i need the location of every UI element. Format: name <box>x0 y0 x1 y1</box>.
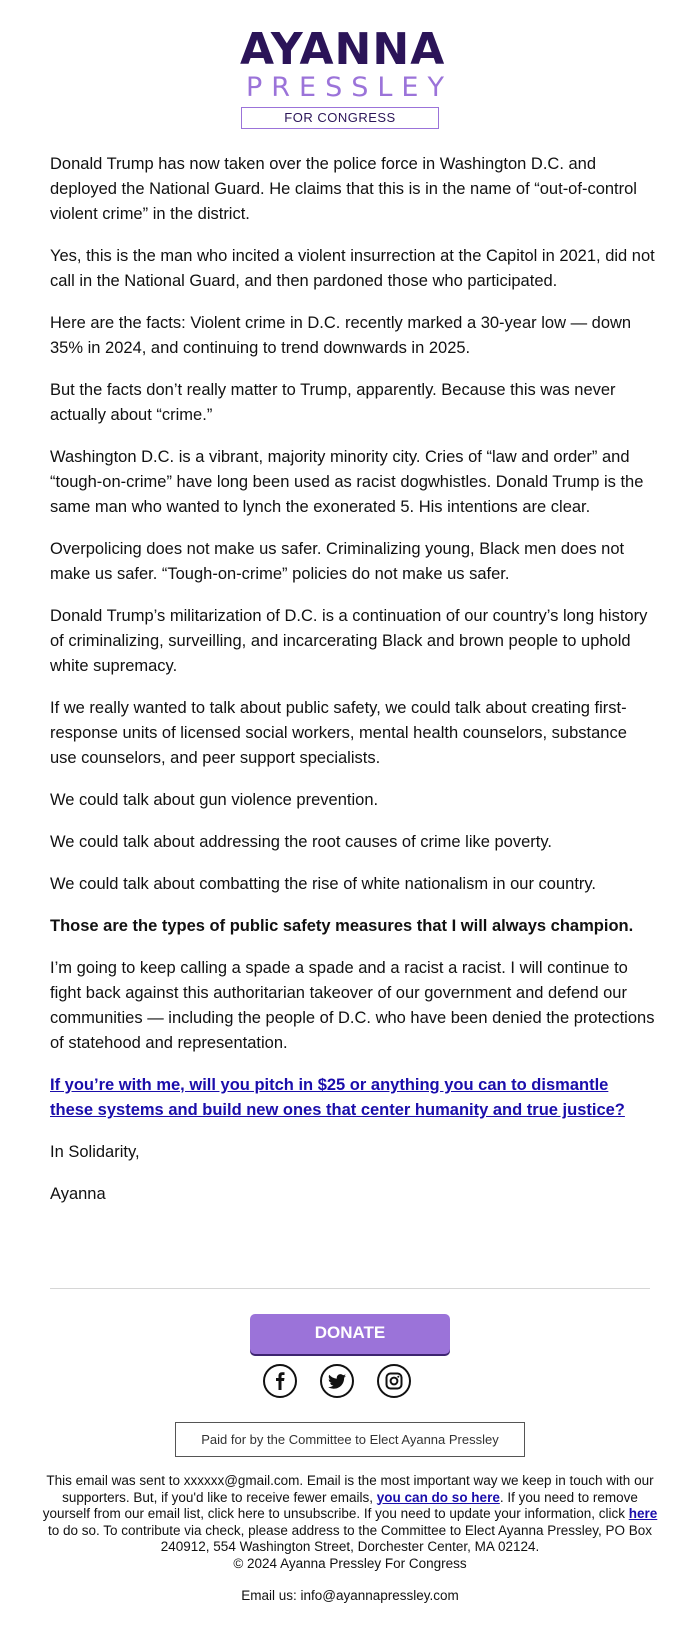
donation-cta-link[interactable]: If you’re with me, will you pitch in $25 or anything you can to dismantle these systems and build new ones that center humanity and true justice? <box>50 1076 625 1119</box>
logo-surname: PRESSLEY <box>246 72 453 103</box>
footer-legal <box>42 1473 658 1572</box>
campaign-logo <box>240 24 453 129</box>
signature: Ayanna <box>50 1185 106 1203</box>
footer-text-3: to do so. To contribute via check, please address to the Committee to Elect Ayanna Pressley, PO Box 240912, 554 Washington Street, Dorchester Center, MA 02124. <box>47 1522 653 1554</box>
paid-for-disclaimer: Paid for by the Committee to Elect Ayanna Pressley <box>175 1422 525 1457</box>
divider <box>50 1288 650 1289</box>
paragraph-4: But the facts don’t really matter to Trump, apparently. Because this was never actually about “crime.” <box>50 381 616 424</box>
donate-button[interactable]: DONATE <box>250 1314 450 1354</box>
paragraph-8: If we really wanted to talk about public safety, we could talk about creating first-response units of licensed social workers, mental health counselors, substance use counselors, and peer support specialists. <box>50 699 627 767</box>
closing: In Solidarity, <box>50 1143 140 1161</box>
copyright: © 2024 Ayanna Pressley For Congress <box>233 1555 467 1571</box>
update-info-link[interactable]: here <box>628 1506 658 1521</box>
paragraph-9: We could talk about gun violence prevention. <box>50 791 379 809</box>
facebook-icon[interactable] <box>263 1364 297 1398</box>
twitter-icon[interactable] <box>320 1364 354 1398</box>
paragraph-12-bold: Those are the types of public safety measures that I will always champion. <box>50 917 634 935</box>
footer-text-2: . If you need to remove yourself from our email list, click here to unsubscribe. If you need to update your information, click <box>42 1489 638 1521</box>
paragraph-11: We could talk about combatting the rise of white nationalism in our country. <box>50 875 597 893</box>
paragraph-2: Yes, this is the man who incited a violent insurrection at the Capitol in 2021, did not call in the National Guard, and then pardoned those who participated. <box>50 247 655 290</box>
footer-text-1: This email was sent to xxxxxx@gmail.com. Email is the most important way we keep in touch with our supporters. But, if you'd like to receive fewer emails, <box>46 1473 654 1505</box>
paragraph-6: Overpolicing does not make us safer. Criminalizing young, Black men does not make us safer. “Tough-on-crime” policies do not make us safer. <box>50 540 625 583</box>
logo-tagline: FOR CONGRESS <box>241 107 439 129</box>
logo-name: AYANNA <box>240 24 446 75</box>
cta-paragraph <box>50 1073 655 1123</box>
paragraph-10: We could talk about addressing the root causes of crime like poverty. <box>50 833 552 851</box>
paragraph-3: Here are the facts: Violent crime in D.C. recently marked a 30-year low — down 35% in 2024, and continuing to trend downwards in 2025. <box>50 314 632 357</box>
paragraph-7: Donald Trump’s militarization of D.C. is a continuation of our country’s long history of criminalizing, surveilling, and incarcerating Black and brown people to uphold white supremacy. <box>50 607 648 675</box>
paragraph-5: Washington D.C. is a vibrant, majority minority city. Cries of “law and order” and “tough-on-crime” have long been used as racist dogwhistles. Donald Trump is the same man who wanted to lynch the exonerated 5. His intentions are clear. <box>50 448 644 516</box>
email-body <box>50 152 655 1224</box>
fewer-emails-link[interactable]: you can do so here <box>376 1489 500 1505</box>
contact-email: Email us: info@ayannapressley.com <box>241 1588 459 1603</box>
paragraph-1: Donald Trump has now taken over the police force in Washington D.C. and deployed the National Guard. He claims that this is in the name of “out-of-control violent crime” in the district. <box>50 155 637 223</box>
paragraph-13: I’m going to keep calling a spade a spade and a racist a racist. I will continue to fight back against this authoritarian takeover of our government and defend our communities — including the people of D.C. who have been denied the protections of statehood and representation. <box>50 959 655 1052</box>
instagram-icon[interactable] <box>377 1364 411 1398</box>
